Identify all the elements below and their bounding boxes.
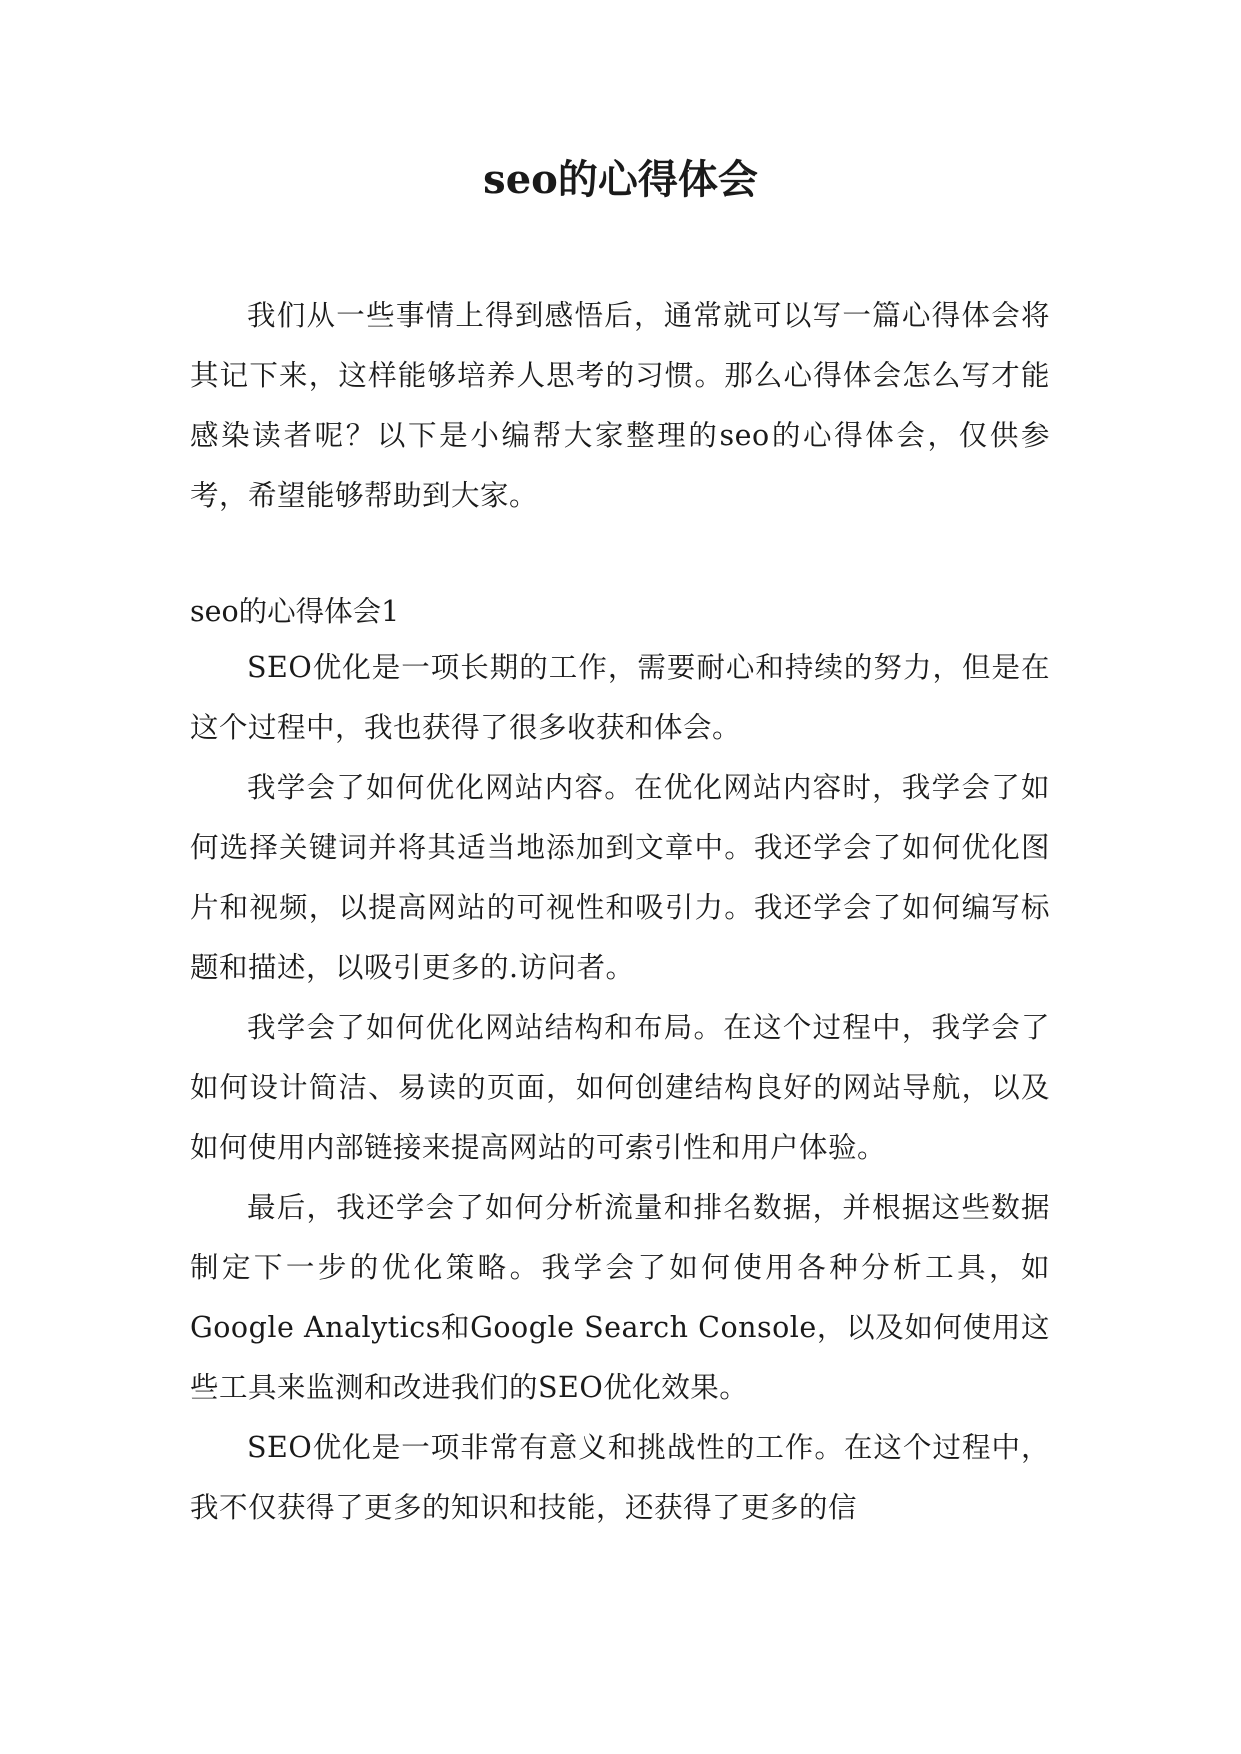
body-paragraph: SEO优化是一项长期的工作，需要耐心和持续的努力，但是在这个过程中，我也获得了很多收获和体会。 bbox=[190, 651, 1050, 744]
body-paragraph: 我学会了如何优化网站结构和布局。在这个过程中，我学会了如何设计简洁、易读的页面，如何创建结构良好的网站导航，以及如何使用内部链接来提高网站的可索引性和用户体验。 bbox=[190, 1011, 1050, 1164]
document-title: seo的心得体会 bbox=[483, 156, 758, 203]
intro-paragraph: 我们从一些事情上得到感悟后，通常就可以写一篇心得体会将其记下来，这样能够培养人思考的习惯。那么心得体会怎么写才能感染读者呢？以下是小编帮大家整理的seo的心得体会，仅供参考，希望能够帮助到大家。 bbox=[190, 299, 1050, 512]
section-body bbox=[190, 638, 1050, 1538]
section-heading: seo的心得体会1 bbox=[190, 595, 400, 628]
body-paragraph: 我学会了如何优化网站内容。在优化网站内容时，我学会了如何选择关键词并将其适当地添加到文章中。我还学会了如何优化图片和视频，以提高网站的可视性和吸引力。我还学会了如何编写标题和描述，以吸引更多的.访问者。 bbox=[190, 771, 1050, 984]
body-paragraph: SEO优化是一项非常有意义和挑战性的工作。在这个过程中，我不仅获得了更多的知识和技能，还获得了更多的信 bbox=[190, 1431, 1050, 1524]
intro-section bbox=[190, 286, 1050, 526]
body-paragraph: 最后，我还学会了如何分析流量和排名数据，并根据这些数据制定下一步的优化策略。我学会了如何使用各种分析工具，如Google Analytics和Google Search Console，以及如何使用这些工具来监测和改进我们的SEO优化效果。 bbox=[190, 1191, 1050, 1404]
